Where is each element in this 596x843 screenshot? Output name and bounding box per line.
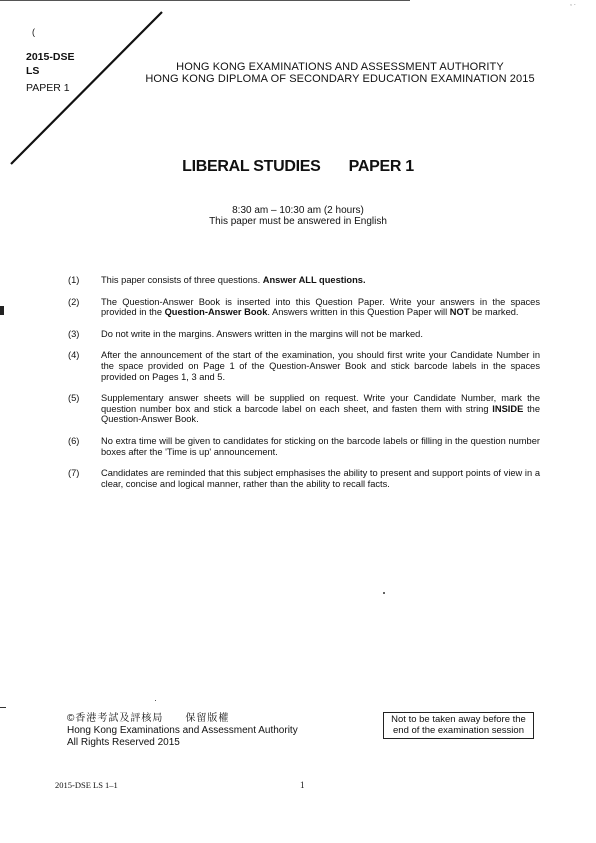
- corner-scan-mark: , .: [570, 0, 576, 7]
- subject-title: LIBERAL STUDIES: [182, 158, 321, 175]
- instruction-number: (4): [68, 350, 80, 361]
- instruction-item: [68, 329, 540, 340]
- instruction-text: [101, 329, 540, 340]
- instruction-number: (7): [68, 468, 80, 479]
- time-info: [0, 205, 596, 227]
- copyright-block: [67, 713, 298, 749]
- instruction-item: [68, 350, 540, 382]
- copyright-cjk: ©香港考試及評核局 保留版權: [67, 713, 230, 724]
- instruction-fragment: Supplementary answer sheets will be supplied on request. Write your Candidate Number, mark the question number box and stick a barcode label on each sheet, and fasten them with string: [101, 393, 540, 414]
- instruction-emphasis: NOT: [449, 307, 470, 318]
- instruction-number: (5): [68, 393, 80, 404]
- footer-code: 2015-DSE LS 1–1: [55, 780, 118, 790]
- instruction-text: [101, 275, 540, 286]
- instruction-fragment: Candidates are reminded that this subject emphasises the ability to present and support points of view in a clear, concise and logical manner, rather than the ability to recall facts.: [101, 468, 540, 489]
- instruction-text: [101, 436, 540, 457]
- instructions-list: [68, 275, 540, 500]
- instruction-item: [68, 275, 540, 286]
- paper-label: PAPER 1: [26, 82, 70, 94]
- language-note: This paper must be answered in English: [209, 216, 387, 227]
- page-number: 1: [300, 780, 305, 790]
- notice-box: [383, 712, 534, 739]
- copyright-rights: All Rights Reserved 2015: [67, 737, 180, 748]
- margin-dash: [0, 707, 6, 708]
- scan-tick: (: [32, 27, 35, 37]
- exam-code: 2015-DSE: [26, 51, 75, 63]
- instruction-item: [68, 393, 540, 425]
- notice-line-1: Not to be taken away before the: [391, 714, 526, 725]
- instruction-text: [101, 393, 540, 425]
- paper-title: [0, 158, 596, 176]
- instruction-number: (2): [68, 296, 80, 307]
- copyright-authority: Hong Kong Examinations and Assessment Authority: [67, 725, 298, 736]
- authority-header: [100, 61, 580, 85]
- instruction-fragment: The Question-Answer Book is inserted into this Question Paper. Write your answers in the spaces provided in the: [101, 296, 540, 318]
- instruction-number: (6): [68, 435, 80, 446]
- instruction-fragment: No extra time will be given to candidates for sticking on the barcode labels or filling in the question number boxes after the 'Time is up' announcement.: [101, 435, 540, 457]
- instruction-emphasis: INSIDE: [492, 403, 524, 414]
- instruction-text: [101, 350, 540, 382]
- instruction-number: (3): [68, 328, 80, 339]
- instruction-fragment: Do not write in the margins. Answers written in the margins will not be marked.: [101, 328, 423, 339]
- instruction-fragment: After the announcement of the start of the examination, you should first write your Candidate Number in the space provided on Page 1 of the Question-Answer Book and stick barcode labels in the spaces provided on Pages 1, 3 and 5.: [101, 350, 540, 382]
- exam-line: HONG KONG DIPLOMA OF SECONDARY EDUCATION EXAMINATION 2015: [145, 73, 535, 85]
- instruction-item: [68, 436, 540, 457]
- speck: [155, 700, 156, 701]
- instruction-number: (1): [68, 275, 80, 285]
- instruction-fragment: This paper consists of three questions.: [101, 275, 263, 285]
- exam-duration: 8:30 am – 10:30 am (2 hours): [232, 205, 364, 216]
- instruction-fragment: be marked.: [469, 307, 519, 318]
- instruction-emphasis: Answer ALL questions.: [262, 275, 366, 285]
- subject-code: LS: [26, 65, 40, 77]
- instruction-emphasis: Question-Answer Book: [164, 307, 268, 318]
- exam-code-block: [26, 50, 74, 95]
- paper-title-number: PAPER 1: [348, 158, 414, 175]
- instruction-fragment: . Answers written in this Question Paper will: [267, 307, 450, 318]
- notice-line-2: end of the examination session: [393, 725, 524, 736]
- instruction-fragment: the Question-Answer Book.: [101, 403, 540, 425]
- instruction-text: [101, 297, 540, 318]
- authority-line: HONG KONG EXAMINATIONS AND ASSESSMENT AUTHORITY: [176, 61, 504, 73]
- margin-mark: [0, 306, 4, 315]
- instruction-text: [101, 468, 540, 489]
- speck: [383, 592, 385, 594]
- instruction-item: [68, 297, 540, 318]
- instruction-item: [68, 468, 540, 489]
